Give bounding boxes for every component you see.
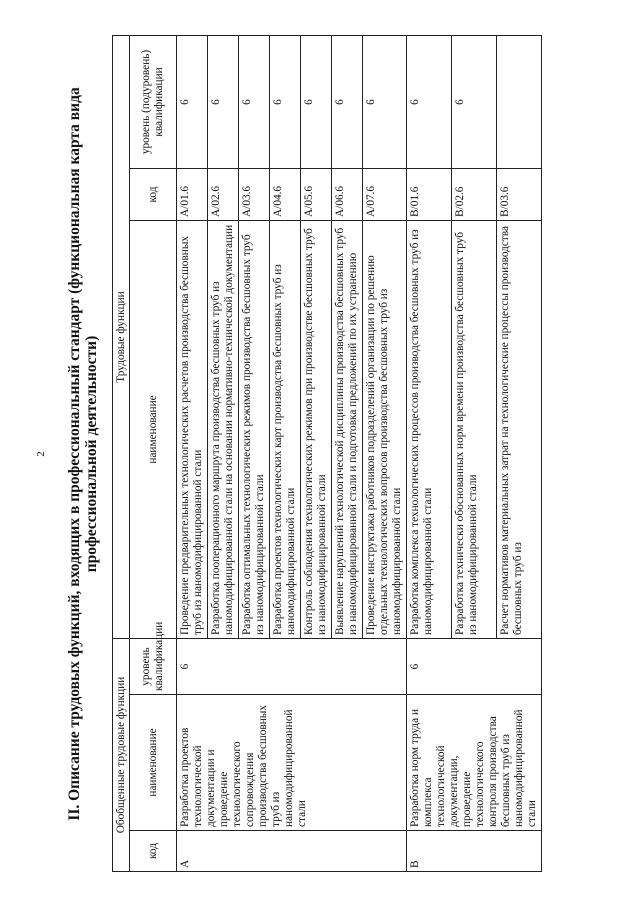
code-header: код [130,831,177,872]
header-row-1 [113,35,130,871]
table-body [177,35,542,871]
labor-function-name: Разработка пооперационного маршрута производства бесшовных труб из наномодифицированной стали на основании нормативно-технической документации [208,220,239,638]
labor-function-code: A/03.6 [239,168,270,220]
rotated-page-content [64,36,604,872]
labor-function-code: A/07.6 [363,168,407,220]
labor-function-name: Расчет нормативов материальных затрат на технологические процессы производства бесшовных труб из [497,220,542,638]
level-header: уровень квалификации [130,638,177,694]
labor-function-level: 6 [452,35,497,168]
labor-function-level: 6 [208,35,239,168]
labor-function-code: B/03.6 [497,168,542,220]
labor-functions-header: Трудовые функции [113,35,130,638]
labor-function-level: 6 [332,35,363,168]
labor-function-level: 6 [301,35,332,168]
labor-function-code: B/02.6 [452,168,497,220]
section-title-line-2: профессиональной деятельности) [83,335,100,573]
labor-function-code: A/04.6 [270,168,301,220]
labor-function-level [497,35,542,168]
labor-function-level: 6 [363,35,407,168]
labor-function-level: 6 [407,35,452,168]
generalized-function-code: A [177,831,407,872]
labor-function-code: A/06.6 [332,168,363,220]
table-row [407,35,452,871]
section-title-line-1: II. Описание трудовых функций, входящих в профессиональный стандарт (функциональная карта вида [66,87,83,821]
generalized-functions-header: Обобщенные трудовые функции [113,638,130,871]
generalized-function-name: Разработка проектов технологической документации и проведение технологического сопровождения производства бесшовных труб из наномодифицированной стали [177,695,407,831]
functional-map-table [112,35,542,872]
labor-function-name: Разработка технически обоснованных норм времени производства бесшовных труб из наномодифицированной стали [452,220,497,638]
labor-function-code: B/01.6 [407,168,452,220]
name-header: наименование [130,695,177,831]
labor-function-name: Разработка проектов технологических карт производства бесшовных труб из наномодифицированной стали [270,220,301,638]
function-code-header: код [130,168,177,220]
generalized-function-name: Разработка норм труда и комплекса технологической документации, проведение технологического контроля производства бесшовных труб из наномодифицированной стали [407,695,542,831]
generalized-function-code: B [407,831,542,872]
labor-function-level: 6 [270,35,301,168]
labor-function-name: Проведение предварительных технологических расчетов производства бесшовных труб из наномодифицированной стали [177,220,208,638]
generalized-function-level: 6 [407,638,542,694]
labor-function-code: A/05.6 [301,168,332,220]
labor-function-level: 6 [239,35,270,168]
function-level-header: уровень (подуровень) квалификации [130,35,177,168]
labor-function-name: Выявление нарушений технологической дисциплины производства бесшовных труб из наномодифицированной стали и подготовка предложений по их устранению [332,220,363,638]
labor-function-name: Контроль соблюдения технологических режимов при производстве бесшовных труб из наномодифицированной стали [301,220,332,638]
function-name-header: наименование [130,220,177,638]
section-title [64,36,112,872]
table-row [177,35,208,871]
labor-function-name: Разработка оптимальных технологических режимов производства бесшовных труб из наномодифицированной стали [239,220,270,638]
labor-function-name: Проведение инструктажа работников подразделений организации по решению отдельных технологических вопросов производства бесшовных труб из наномодифицированной стали [363,220,407,638]
labor-function-name: Разработка комплекса технологических процессов производства бесшовных труб из наномодифицированной стали [407,220,452,638]
labor-function-code: A/02.6 [208,168,239,220]
labor-function-level: 6 [177,35,208,168]
page-number: 2 [35,451,47,457]
header-row-2 [130,35,177,871]
generalized-function-level: 6 [177,638,407,694]
labor-function-code: A/01.6 [177,168,208,220]
